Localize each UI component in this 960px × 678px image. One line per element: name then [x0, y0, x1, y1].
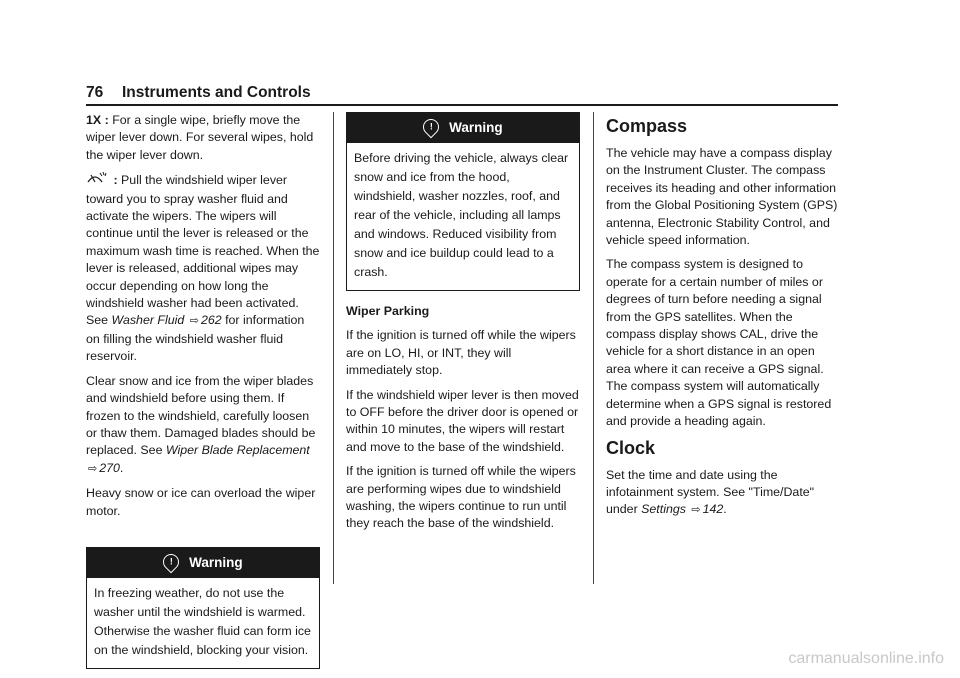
clear-snow-tail: .: [119, 460, 124, 475]
wiper-blade-link[interactable]: Wiper Blade Replacement: [165, 443, 310, 458]
page-number: 76: [86, 84, 104, 101]
paragraph-clock: [606, 467, 840, 520]
clock-text: Set the time and date using the infotainment system. See "Time/Date" under: [606, 467, 815, 517]
washer-fluid-page[interactable]: 262: [200, 313, 222, 328]
paragraph-washer: [86, 171, 320, 365]
column-1: [86, 112, 320, 669]
windshield-washer-icon: [86, 171, 108, 190]
paragraph-single-wipe: [86, 112, 320, 164]
washer-fluid-link[interactable]: Washer Fluid: [111, 313, 185, 328]
column-2: [346, 112, 580, 540]
clock-tail: .: [723, 502, 727, 517]
warning-box: [346, 112, 580, 291]
watermark: carmanualsonline.info: [788, 650, 944, 667]
warning-body: [87, 578, 319, 668]
clock-heading: Clock: [606, 437, 656, 458]
warning-text: In freezing weather, do not use the washer until the windshield is warmed. Otherwise the washer fluid can form ice on the windshield, blocking your vision.: [94, 585, 311, 657]
paragraph-parking-1: If the ignition is turned off while the wipers are on LO, HI, or INT, they will immediately stop.: [346, 328, 576, 378]
paragraph-clear-snow: [86, 373, 320, 478]
warning-box: [86, 547, 320, 669]
paragraph-compass-1: The vehicle may have a compass display on the Instrument Cluster. The compass receives its heading and other information from the Global Positioning System (GPS) antenna, Electronic Stability Control, and vehicle speed information.: [606, 146, 838, 248]
subheading-wiper-parking: Wiper Parking: [346, 304, 430, 318]
washer-label: :: [113, 173, 118, 188]
warning-text: Before driving the vehicle, always clear snow and ice from the hood, windshield, washer nozzles, roof, and rear of the vehicle, including all lamps and windows. Reduced visibility from snow and ice buildup could lead to a crash.: [354, 151, 569, 279]
paragraph-heavy-snow: Heavy snow or ice can overload the wiper motor.: [86, 486, 316, 518]
page-ref-arrow-icon: ⇨: [88, 462, 98, 475]
page-ref-arrow-icon: ⇨: [189, 315, 199, 328]
clear-snow-text: Clear snow and ice from the wiper blades and windshield before using them. If frozen to the windshield, carefully loosen or thaw them. Damaged blades should be replaced. See: [86, 373, 316, 458]
warning-icon: !: [160, 551, 183, 574]
settings-page[interactable]: 142: [702, 502, 724, 517]
warning-header: [87, 548, 319, 578]
warning-icon: !: [420, 116, 443, 139]
wipe-text: For a single wipe, briefly move the wiper lever down. For several wipes, hold the wiper lever down.: [86, 113, 314, 162]
column-divider: [593, 112, 594, 584]
warning-title: Warning: [189, 554, 243, 570]
spacer: [86, 527, 320, 543]
column-3: [606, 112, 840, 527]
section-title: Instruments and Controls: [122, 84, 311, 101]
warning-header: [347, 113, 579, 143]
paragraph-compass-2: The compass system is designed to operate for a certain number of miles or degrees of turn before needing a signal from the GPS satellites. When the compass display shows CAL, drive the vehicle for a short distance in an open area where it can receive a GPS signal. The compass system will automatically determine when a GPS signal is restored and provide a heading again.: [606, 257, 832, 429]
settings-link[interactable]: Settings: [641, 502, 686, 517]
warning-title: Warning: [449, 120, 503, 135]
wipe-label: 1X :: [86, 113, 109, 127]
page-header: [86, 84, 838, 106]
washer-text: Pull the windshield wiper lever toward you to spray washer fluid and activate the wipers. The wipers will continue until the lever is released or the maximum wash time is reached. When the lever is released, additional wipes may occur depending on how long the windshield washer had been activated. See: [86, 173, 320, 328]
warning-body: [347, 143, 579, 290]
wiper-blade-page[interactable]: 270: [99, 460, 120, 475]
page-ref-arrow-icon: ⇨: [691, 504, 701, 517]
compass-heading: Compass: [606, 116, 688, 136]
column-divider: [333, 112, 334, 584]
paragraph-parking-2: If the windshield wiper lever is then moved to OFF before the driver door is opened or within 10 minutes, the wipers will restart and move to the base of the windshield.: [346, 387, 579, 454]
washer-tail: for information on filling the windshield washer fluid reservoir.: [86, 313, 305, 364]
paragraph-parking-3: If the ignition is turned off while the wipers are performing wipes due to windshield washing, the wipers continue to run until they reach the base of the windshield.: [346, 464, 576, 531]
